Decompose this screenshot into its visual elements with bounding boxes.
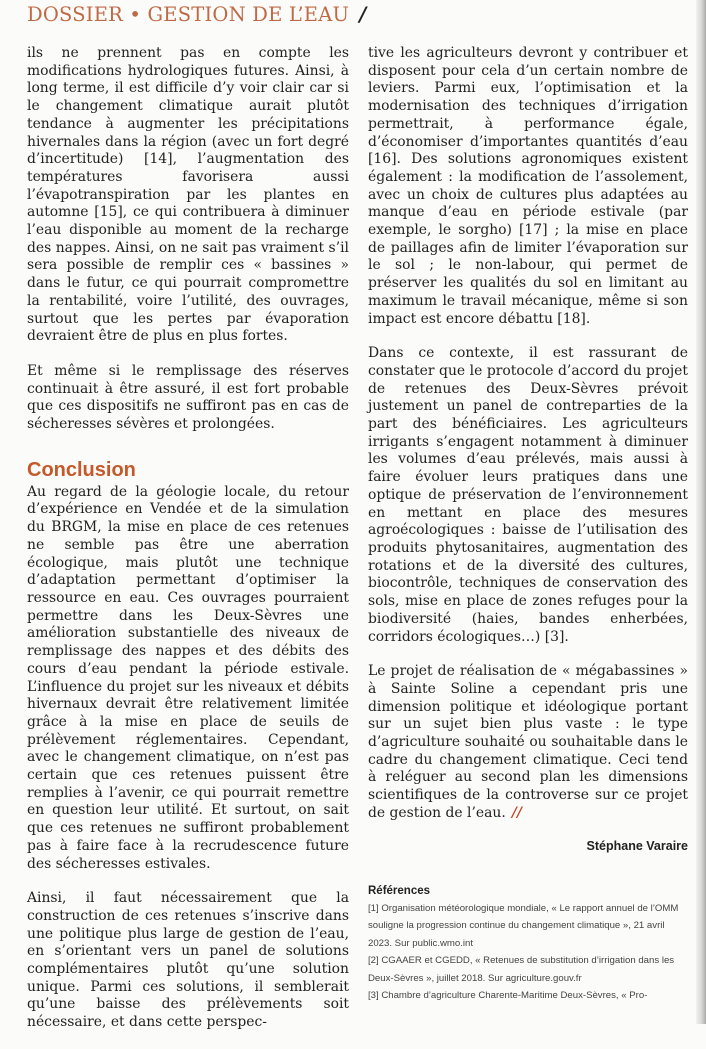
paragraph: Dans ce contexte, il est rassurant de constater que le protocole d’accord du projet de retenues des Deux-Sèvres prévoit justement un panel de contreparties de la part des bénéficiaires. Les agriculteurs irrigants s’engagent notamment à diminuer les volumes d’eau prélevés, mais aussi à faire évoluer leurs pratiques dans une optique de préservation de l’environnement en mettant en place des mesures agroécologiques : baisse de l’utilisation des produits phytosanitaires, augmentation des rotations et de la diversité des cultures, biocontrôle, techniques de conservation des sols, mise en place de zones refuges pour la biodiversité (haies, bandes enherbées, corridors écologiques…) [3].: [368, 345, 688, 645]
reference-item: [1] Organisation météorologique mondiale, « Le rapport annuel de l’OMM souligne la progression continue du changement climatique », 21 avril 2023. Sur public.wmo.int: [368, 902, 679, 949]
author-byline: Stéphane Varaire: [586, 838, 688, 853]
page-gutter-shadow: [696, 0, 706, 1024]
right-column: [368, 45, 688, 1005]
paragraph: Et même si le remplissage des réserves continuait à être assuré, il est fort probable que ces dispositifs ne suffiront pas en cas de sécheresses sévères et prolongées.: [27, 362, 349, 433]
paragraph: Ainsi, il faut nécessairement que la construction de ces retenues s’inscrive dans une politique plus large de gestion de l’eau, en s’orientant vers un panel de solutions complémentaires plutôt qu’une solution unique. Parmi ces solutions, il semblerait qu’une baisse des prélèvements soit nécessaire, et dans cette perspec-: [27, 890, 349, 1031]
paragraph: ils ne prennent pas en compte les modifications hydrologiques futures. Ainsi, à long terme, il est difficile d’y voir clair car si le changement climatique aurait plutôt tendance à augmenter les précipitations hivernales dans la région (avec un fort degré d’incertitude) [14], l’augmentation des températures favorisera aussi l’évapotranspiration par les plantes en automne [15], ce qui contribuera à diminuer l’eau disponible au moment de la recharge des nappes. Ainsi, on ne sait pas vraiment s’il sera possible de remplir ces « bassines » dans le futur, ce qui pourrait compromettre la rentabilité, voire l’utilité, des ouvrages, surtout que les pertes par évaporation devraient être de plus en plus fortes.: [27, 45, 349, 345]
section-title: DOSSIER • GESTION DE L’EAU: [27, 3, 350, 26]
header-slash-mark: /: [359, 3, 367, 26]
references-section: [368, 885, 688, 1005]
paragraph: tive les agriculteurs devront y contribuer et disposent pour cela d’un certain nombre de leviers. Parmi eux, l’optimisation et la modernisation des techniques d’irrigation permettrait, à performance égale, d’économiser d’importantes quantités d’eau [16]. Des solutions agronomiques existent également : la modification de l’assolement, avec un choix de cultures plus adaptées au manque d’eau en période estivale (par exemple, le sorgho) [17] ; la mise en place de paillages afin de limiter l’évaporation sur le sol ; le non-labour, qui permet de préserver les qualités du sol en limitant au maximum le travail mécanique, même si son impact est encore débattu [18].: [368, 45, 688, 327]
left-column: [27, 45, 349, 1049]
reference-item: [2] CGAAER et CGEDD, « Retenues de substitution d’irrigation dans les Deux-Sèvres », juillet 2018. Sur agriculture.gouv.fr: [368, 955, 675, 984]
references-title: Références: [368, 884, 431, 897]
reference-item: [3] Chambre d’agriculture Charente-Maritime Deux-Sèvres, « Pro-: [368, 990, 648, 1002]
running-header: [27, 3, 366, 26]
paragraph: Au regard de la géologie locale, du retour d’expérience en Vendée et de la simulation du BRGM, la mise en place de ces retenues ne semble pas être une aberration écologique, mais plutôt une technique d’adaptation permettant d’optimiser la ressource en eau. Ces ouvrages pourraient permettre dans les Deux-Sèvres une amélioration substantielle des niveaux de remplissage des nappes et des débits des cours d’eau pendant la période estivale. L’influence du projet sur les niveaux et débits hivernaux devrait être relativement limitée grâce à la mise en place de seuils de prélèvement réglementaires. Cependant, avec le changement climatique, on n’est pas certain que ces retenues puissent être remplies à l’avenir, ce qui pourrait remettre en question leur utilité. Et surtout, on sait que ces retenues ne suffiront probablement pas à faire face à la recrudescence future des sécheresses estivales.: [27, 483, 349, 872]
end-of-article-icon: //: [511, 804, 522, 821]
closing-paragraph-text: Le projet de réalisation de « mégabassines » à Sainte Soline a cependant pris une dimension politique et idéologique portant sur un sujet bien plus vaste : le type d’agriculture souhaité ou souhaitable dans le cadre du changement climatique. Ceci tend à reléguer au second plan les dimensions scientifiques de la controverse sur ce projet de gestion de l’eau.: [368, 663, 688, 821]
conclusion-heading: Conclusion: [27, 458, 136, 481]
closing-paragraph: [368, 663, 688, 822]
